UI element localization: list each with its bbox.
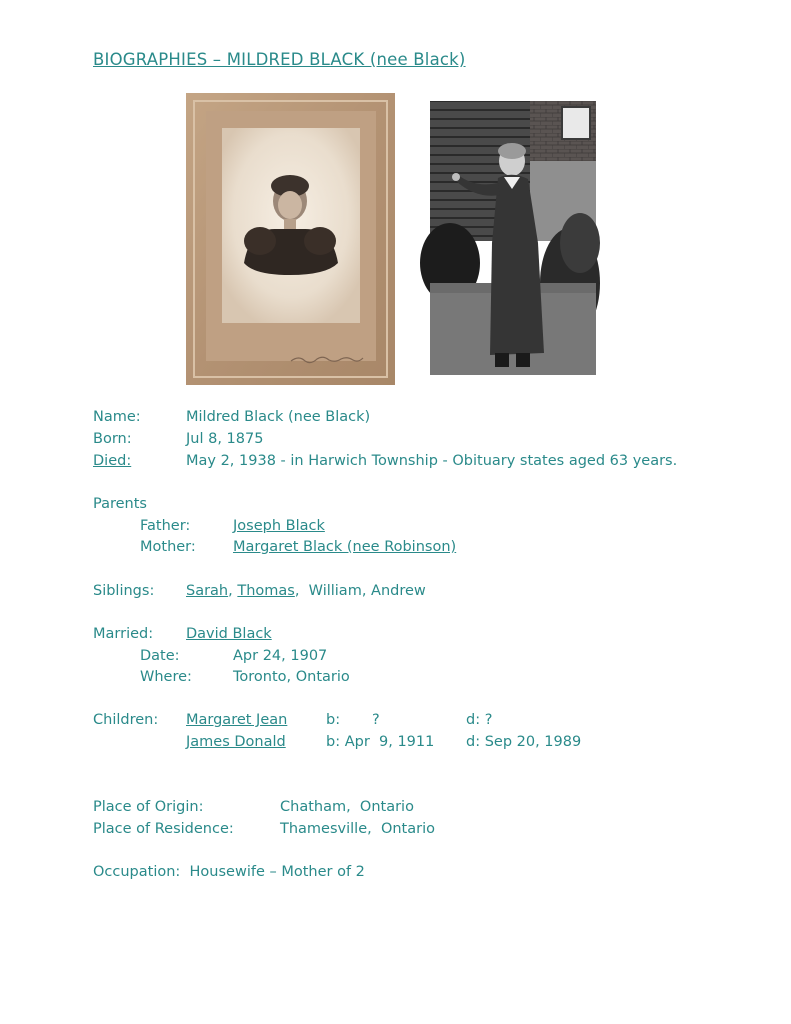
mother-label: Mother: xyxy=(140,539,196,555)
spouse-link[interactable]: David Black xyxy=(186,626,272,642)
born-value: Jul 8, 1875 xyxy=(186,431,264,447)
child-born-value: ? xyxy=(372,712,380,728)
cabinet-card-portrait-photo xyxy=(186,93,395,385)
born-label: Born: xyxy=(93,431,132,447)
child-died-value: d: Sep 20, 1989 xyxy=(466,734,582,750)
sibling-name-andrew: Andrew xyxy=(371,583,426,599)
page-title: BIOGRAPHIES – MILDRED BLACK (nee Black) xyxy=(93,50,466,69)
child-died-value: d: ? xyxy=(466,712,493,728)
child-born-label: b: xyxy=(326,712,341,728)
sibling-link-sarah[interactable]: Sarah xyxy=(186,583,229,599)
occupation-line: Occupation: Housewife – Mother of 2 xyxy=(93,864,365,880)
child-link-margaret-jean[interactable]: Margaret Jean xyxy=(186,712,288,728)
child-link-james-donald[interactable]: James Donald xyxy=(186,734,286,750)
marriage-date-label: Date: xyxy=(140,648,180,664)
marriage-place-value: Toronto, Ontario xyxy=(233,669,350,685)
siblings-label: Siblings: xyxy=(93,583,155,599)
mother-link[interactable]: Margaret Black (nee Robinson) xyxy=(233,539,457,555)
sibling-name-william: William xyxy=(308,583,362,599)
child-born-value: b: Apr 9, 1911 xyxy=(326,734,435,750)
origin-value: Chatham, Ontario xyxy=(280,799,414,815)
parents-heading: Parents xyxy=(93,496,147,512)
sibling-separator: , xyxy=(361,583,367,599)
residence-value: Thamesville, Ontario xyxy=(280,821,435,837)
siblings-list xyxy=(186,582,426,600)
woman-standing-outdoors-photo xyxy=(420,93,606,383)
died-value: May 2, 1938 - in Harwich Township - Obituary states aged 63 years. xyxy=(186,453,678,469)
name-label: Name: xyxy=(93,409,141,425)
origin-label: Place of Origin: xyxy=(93,799,204,815)
father-label: Father: xyxy=(140,518,191,534)
marriage-date-value: Apr 24, 1907 xyxy=(233,648,328,664)
died-link[interactable]: Died: xyxy=(93,453,132,469)
sibling-separator: , xyxy=(228,583,233,599)
marriage-place-label: Where: xyxy=(140,669,192,685)
residence-label: Place of Residence: xyxy=(93,821,234,837)
name-value: Mildred Black (nee Black) xyxy=(186,409,371,425)
married-label: Married: xyxy=(93,626,154,642)
father-link[interactable]: Joseph Black xyxy=(233,518,325,534)
sibling-separator: , xyxy=(294,583,300,599)
sibling-link-thomas[interactable]: Thomas xyxy=(237,583,295,599)
children-label: Children: xyxy=(93,712,159,728)
